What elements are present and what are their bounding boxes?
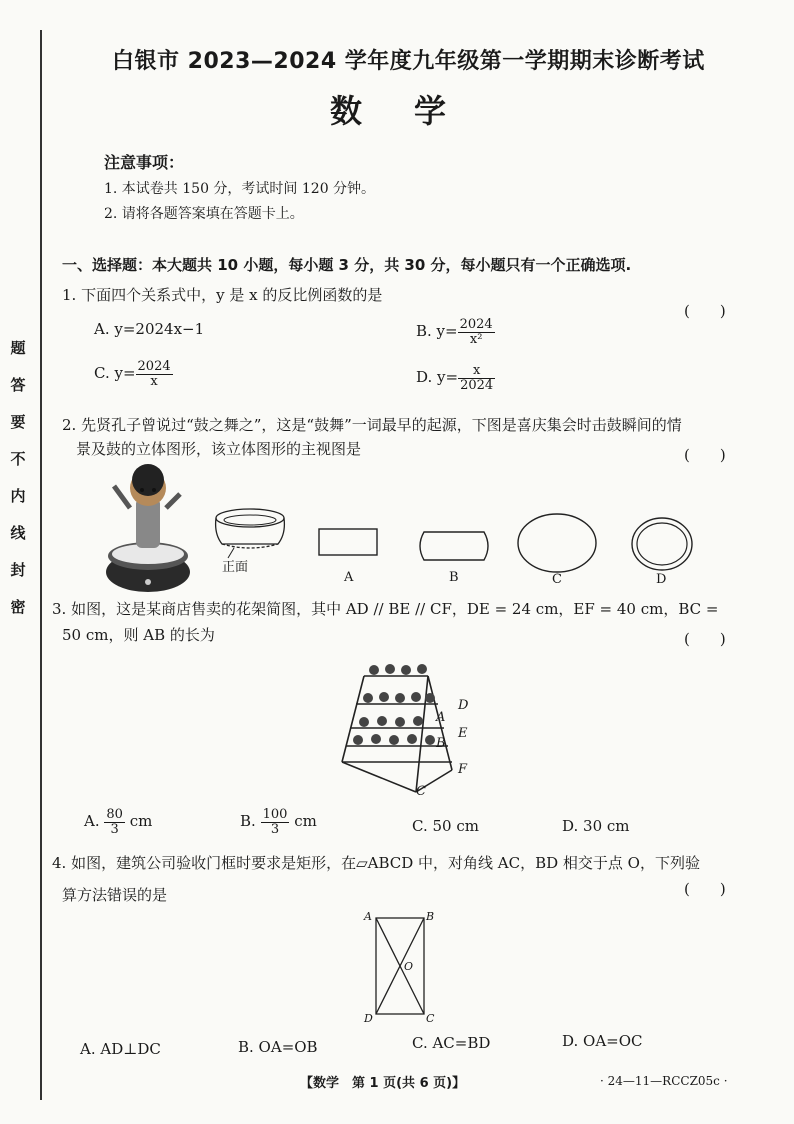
fraction	[261, 808, 290, 836]
option-d-label: D	[656, 572, 667, 587]
fraction	[136, 360, 173, 388]
option-b-label: B	[449, 570, 459, 585]
q4-line2: 算方法错误的是	[62, 886, 168, 904]
binding-char: 内	[10, 487, 26, 505]
answer-paren: ( )	[684, 630, 726, 648]
point-label-b: B	[436, 736, 446, 751]
point-label-a: A	[436, 710, 446, 725]
binding-char: 线	[10, 524, 26, 542]
page-footer: 【数学 第 1 页(共 6 页)】	[300, 1076, 466, 1091]
answer-paren: ( )	[684, 302, 726, 320]
q2-line1: 2. 先贤孔子曾说过“鼓之舞之”，这是“鼓舞”一词最早的起源，下图是喜庆集会时击鼓瞬间的情	[62, 416, 682, 434]
q4-option-c: C. AC=BD	[412, 1034, 491, 1052]
binding-char: 答	[10, 376, 26, 394]
binding-line	[40, 30, 42, 1100]
notice-item: 2. 请将各题答案填在答题卡上。	[104, 206, 304, 222]
q2-line2: 景及鼓的立体图形，该立体图形的主视图是	[76, 440, 362, 458]
q3-line2: 50 cm，则 AB 的长为	[62, 626, 215, 644]
numerator: 2024	[137, 359, 171, 374]
numerator: 80	[106, 807, 123, 822]
q4-option-a: A. AD⊥DC	[80, 1040, 161, 1058]
point-label-a: A	[364, 910, 372, 923]
unit: cm	[129, 812, 153, 831]
denominator: x	[150, 373, 158, 389]
option-prefix: C. y=	[94, 364, 136, 383]
q1-option-c	[94, 360, 173, 388]
binding-note	[6, 330, 30, 626]
numerator: x	[458, 364, 495, 379]
notice-heading: 注意事项：	[104, 153, 185, 172]
point-label-b: B	[426, 910, 435, 923]
front-view-label: 正面	[222, 560, 249, 575]
denominator: 3	[270, 821, 280, 837]
q4-line1: 4. 如图，建筑公司验收门框时要求是矩形，在▱ABCD 中，对角线 AC，BD 相交于点 O，下列验	[52, 854, 700, 872]
option-d-shape	[630, 516, 694, 572]
denominator: 2024	[460, 377, 494, 393]
point-label-d: D	[364, 1012, 373, 1025]
fraction	[458, 318, 495, 346]
option-a-shape	[318, 528, 380, 558]
q4-option-d: D. OA=OC	[562, 1032, 643, 1050]
q3-option-a	[84, 808, 152, 836]
point-label-c: C	[416, 784, 426, 799]
answer-paren: ( )	[684, 446, 726, 464]
point-label-o: O	[404, 960, 414, 973]
numerator: 2024	[459, 317, 493, 332]
flower-rack-figure	[334, 658, 469, 798]
section-heading: 一、选择题：本大题共 10 小题，每小题 3 分，共 30 分，每小题只有一个正确选项.	[62, 256, 632, 274]
q1-option-b	[416, 318, 495, 346]
option-c-label: C	[552, 572, 562, 587]
q3-option-c: C. 50 cm	[412, 817, 479, 835]
subject-title: 数学	[330, 92, 499, 130]
option-prefix: B. y=	[416, 322, 458, 341]
exam-title: 白银市 2023—2024 学年度九年级第一学期期末诊断考试	[112, 49, 705, 74]
point-label-e: E	[458, 726, 468, 741]
q1-option-d	[416, 364, 495, 392]
q1-stem: 1. 下面四个关系式中，y 是 x 的反比例函数的是	[62, 286, 383, 304]
option-c-shape	[516, 512, 598, 574]
fraction	[458, 364, 495, 392]
binding-char: 要	[10, 413, 26, 431]
option-b-shape	[414, 528, 494, 564]
q3-line1: 3. 如图，这是某商店售卖的花架简图，其中 AD // BE // CF，DE = 24 cm，EF = 40 cm，BC =	[52, 600, 719, 618]
q4-option-b: B. OA=OB	[238, 1038, 318, 1056]
q3-option-b	[240, 808, 317, 836]
point-label-c: C	[426, 1012, 435, 1025]
point-label-f: F	[458, 762, 468, 777]
point-label-d: D	[458, 698, 469, 713]
option-prefix: B.	[240, 812, 256, 831]
q3-option-d: D. 30 cm	[562, 817, 630, 835]
numerator: 100	[262, 807, 288, 822]
binding-char: 不	[10, 450, 26, 468]
denominator: 3	[110, 821, 119, 837]
option-a-label: A	[344, 570, 354, 585]
notice-item: 1. 本试卷共 150 分，考试时间 120 分钟。	[104, 181, 376, 197]
q1-option-a: A. y=2024x−1	[94, 320, 205, 338]
binding-char: 题	[10, 339, 26, 357]
option-prefix: D. y=	[416, 368, 459, 387]
rectangle-abcd-figure	[372, 916, 428, 1018]
unit: cm	[294, 812, 317, 831]
answer-paren: ( )	[684, 880, 726, 898]
binding-char: 密	[10, 598, 26, 616]
binding-char: 封	[10, 561, 26, 579]
fraction	[104, 808, 125, 836]
option-prefix: A.	[84, 812, 100, 831]
denominator: x²	[469, 331, 483, 347]
drummer-photo	[100, 458, 196, 594]
exam-code: · 24—11—RCCZ05c ·	[600, 1074, 728, 1088]
